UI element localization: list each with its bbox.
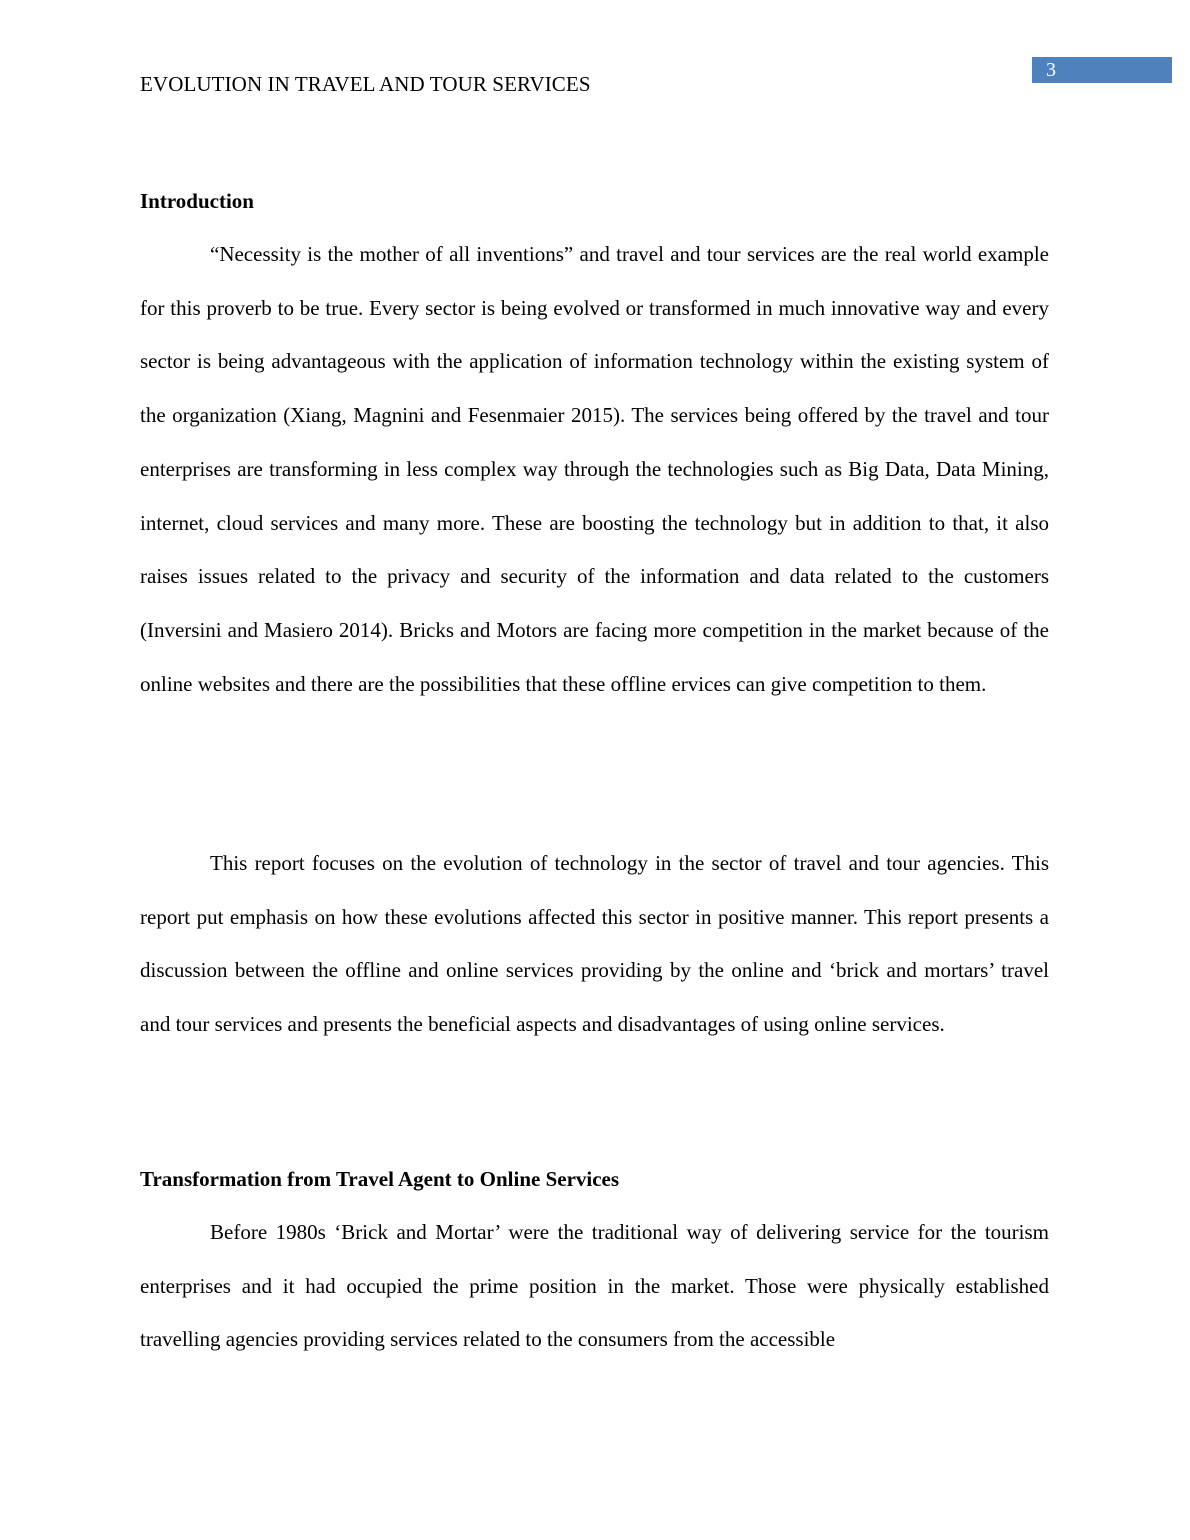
running-head: EVOLUTION IN TRAVEL AND TOUR SERVICES xyxy=(140,72,591,96)
page-number: 3 xyxy=(1046,59,1056,81)
paragraph-transformation-1: Before 1980s ‘Brick and Mortar’ were the traditional way of delivering service for the tourism enterprises and it had occupied the prime position in the market. Those were physically established travelling agencies providing services related to the consumers from the accessible xyxy=(140,1220,1049,1352)
section-heading-introduction: Introduction xyxy=(140,189,254,213)
section-heading-transformation: Transformation from Travel Agent to Online Services xyxy=(140,1167,620,1191)
paragraph-intro-1: “Necessity is the mother of all inventions” and travel and tour services are the real world example for this proverb to be true. Every sector is being evolved or transformed in much innovative way and every sector is being advantageous with the application of information technology within the existing system of the organization (Xiang, Magnini and Fesenmaier 2015). The services being offered by the travel and tour enterprises are transforming in less complex way through the technologies such as Big Data, Data Mining, internet, cloud services and many more. These are boosting the technology but in addition to that, it also raises issues related to the privacy and security of the information and data related to the customers (Inversini and Masiero 2014). Bricks and Motors are facing more competition in the market because of the online websites and there are the possibilities that these offline ervices can give competition to them. xyxy=(140,242,1049,696)
paragraph-intro-2: This report focuses on the evolution of technology in the sector of travel and tour agencies. This report put emphasis on how these evolutions affected this sector in positive manner. This report presents a discussion between the offline and online services providing by the online and ‘brick and mortars’ travel and tour services and presents the beneficial aspects and disadvantages of using online services. xyxy=(140,851,1049,1037)
page-number-box xyxy=(1032,57,1172,83)
